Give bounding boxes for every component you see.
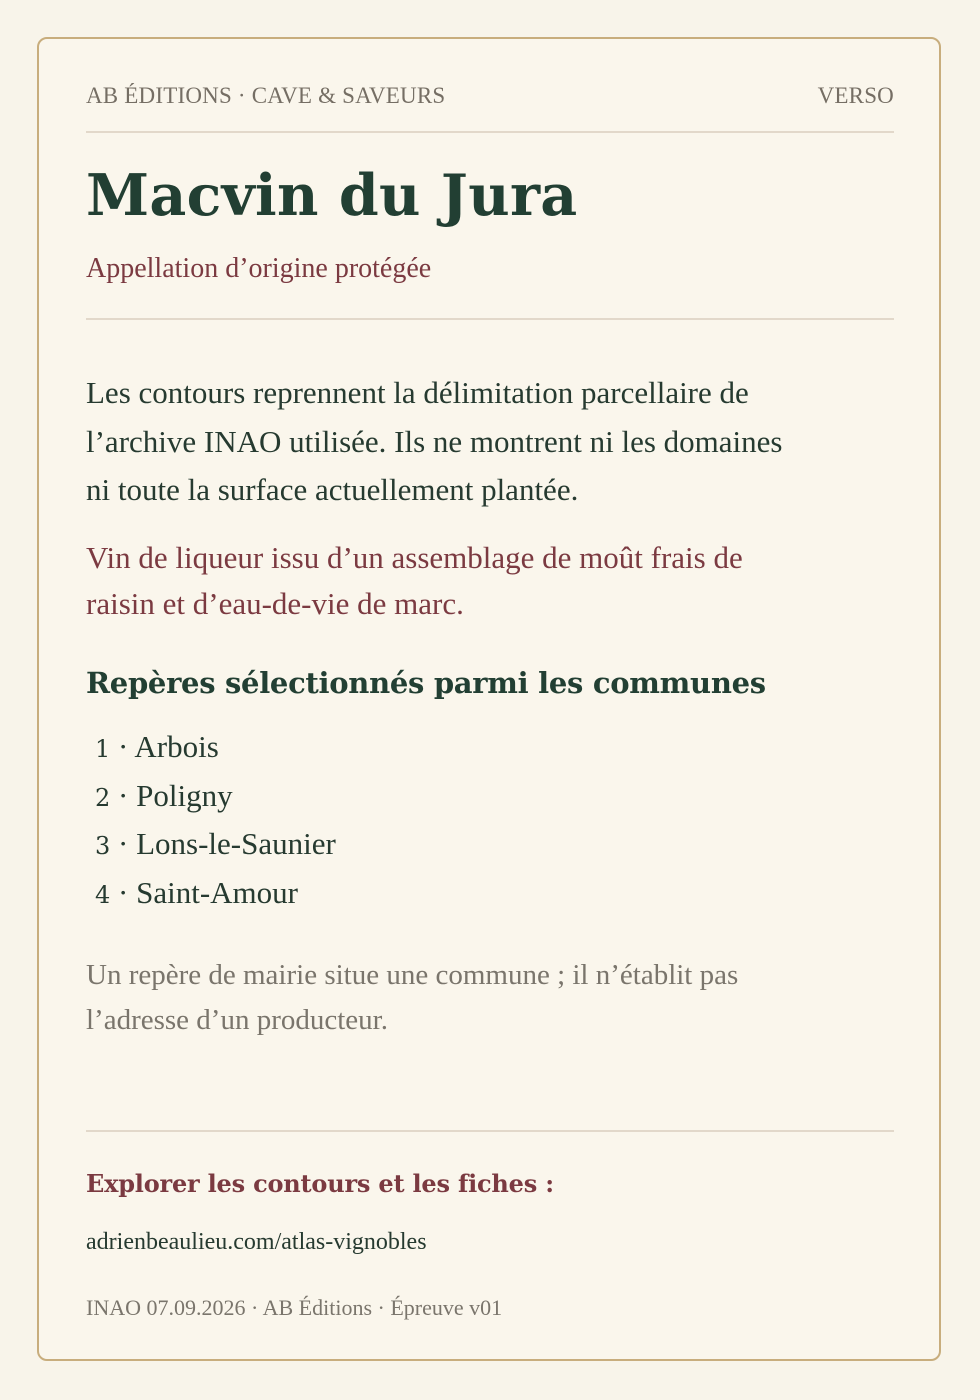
communes-list	[95, 723, 336, 918]
list-item	[95, 772, 336, 821]
list-item	[95, 869, 336, 918]
subtitle: Appellation d’origine protégée	[86, 253, 432, 284]
divider-bottom	[86, 1130, 894, 1132]
commune-number: 2	[95, 783, 111, 812]
footer-credits: INAO 07.09.2026 · AB Éditions · Épreuve v01	[86, 1295, 503, 1320]
commune-name: Arbois	[134, 729, 219, 764]
card-content	[86, 39, 894, 1359]
commune-name: Poligny	[136, 777, 233, 813]
page-title: Macvin du Jura	[86, 162, 578, 229]
commune-name: Lons-le-Saunier	[136, 826, 336, 862]
commune-number: 1	[95, 735, 111, 763]
divider-top	[86, 131, 894, 133]
atlas-link[interactable]: adrienbeaulieu.com/atlas-vignobles	[86, 1229, 427, 1255]
communes-heading: Repères sélectionnés parmi les communes	[86, 666, 766, 700]
list-item	[95, 723, 336, 772]
commune-name: Saint-Amour	[136, 875, 298, 911]
commune-separator: ·	[118, 826, 129, 862]
mairie-note: Un repère de mairie situe une commune ; il n’établit pas l’adresse d’un producteur.	[86, 959, 739, 1036]
top-bar	[86, 83, 894, 113]
explore-heading: Explorer les contours et les fiches :	[86, 1169, 554, 1198]
description-paragraph: Vin de liqueur issu d’un assemblage de moût frais de raisin et d’eau-de-vie de marc.	[86, 540, 743, 621]
label-card	[37, 37, 941, 1361]
commune-separator: ·	[118, 875, 129, 911]
delimitation-paragraph: Les contours reprennent la délimitation parcellaire de l’archive INAO utilisée. Ils ne montrent ni les domaines ni toute la surface actuellement plantée.	[86, 375, 783, 507]
commune-number: 3	[95, 832, 111, 861]
publisher-name: AB ÉDITIONS · CAVE & SAVEURS	[86, 83, 446, 108]
commune-number: 4	[95, 881, 111, 910]
list-item	[95, 820, 336, 869]
commune-separator: ·	[118, 729, 129, 764]
side-indicator: VERSO	[817, 83, 894, 108]
divider-title	[86, 318, 894, 320]
commune-separator: ·	[118, 777, 129, 813]
